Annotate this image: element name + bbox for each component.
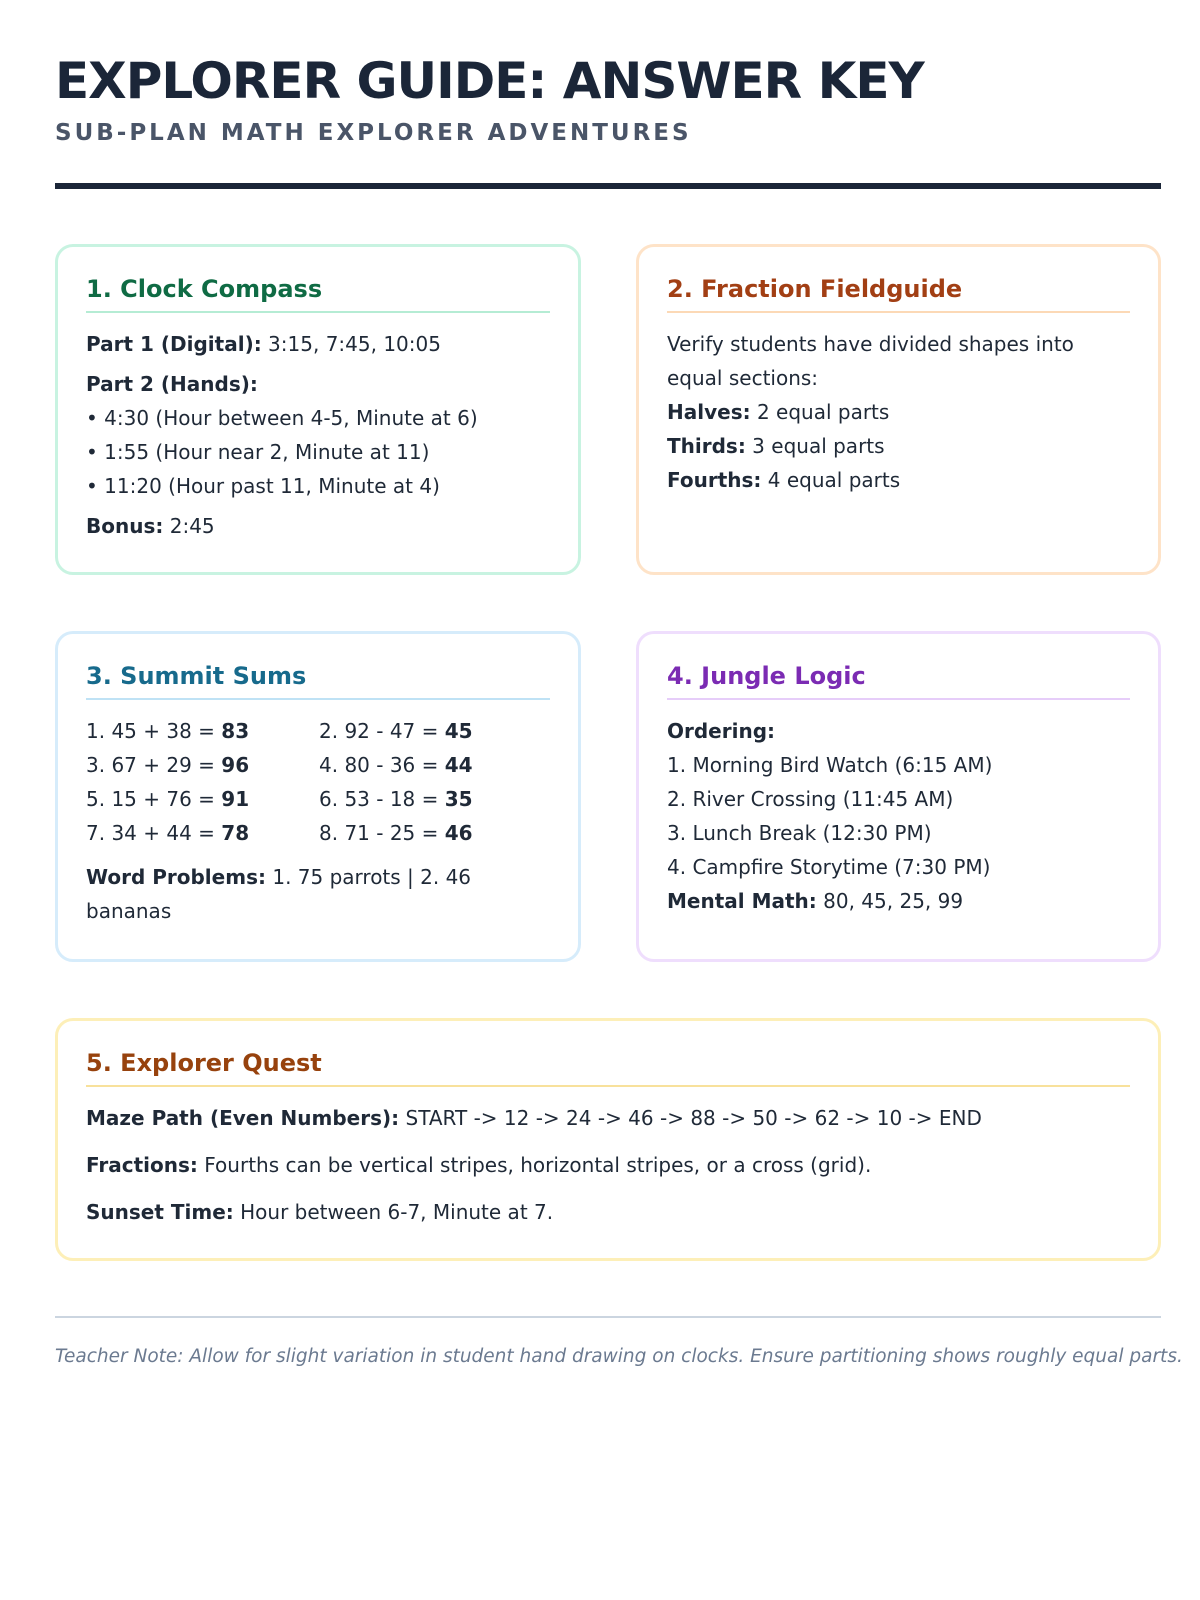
maze-path — [86, 1101, 1130, 1135]
sunset-time-value: Hour between 6-7, Minute at 7. — [233, 1200, 554, 1224]
explorer-quest-heading: 5. Explorer Quest — [86, 1049, 1130, 1087]
ordering-label: Ordering: — [667, 719, 776, 743]
clock-part2-item: • 1:55 (Hour near 2, Minute at 11) — [86, 440, 430, 464]
maze-path-label: Maze Path (Even Numbers): — [86, 1106, 400, 1130]
quest-fractions-label: Fractions: — [86, 1153, 198, 1177]
ordering-item: 4. Campfire Storytime (7:30 PM) — [667, 855, 991, 879]
quest-fractions — [86, 1148, 1130, 1182]
summit-sums-card — [55, 631, 581, 962]
mental-math-value: 80, 45, 25, 99 — [816, 889, 964, 913]
explorer-quest-card — [55, 1018, 1161, 1261]
sum-problem: 1. 45 + 38 = 83 — [86, 719, 250, 743]
jungle-logic-card — [636, 631, 1161, 962]
clock-part1 — [86, 327, 550, 361]
header-divider — [55, 183, 1161, 189]
fraction-item: Halves: 2 equal parts — [667, 400, 890, 424]
sum-problem: 8. 71 - 25 = 46 — [319, 821, 473, 845]
ordering-item: 3. Lunch Break (12:30 PM) — [667, 821, 932, 845]
sum-problem: 2. 92 - 47 = 45 — [319, 719, 473, 743]
clock-part2-label: Part 2 (Hands): — [86, 372, 258, 396]
sum-problem: 7. 34 + 44 = 78 — [86, 821, 250, 845]
page-subtitle: SUB-PLAN MATH EXPLORER ADVENTURES — [55, 120, 692, 146]
ordering-item: 2. River Crossing (11:45 AM) — [667, 787, 954, 811]
page-title: EXPLORER GUIDE: ANSWER KEY — [55, 52, 924, 110]
fraction-item: Fourths: 4 equal parts — [667, 468, 901, 492]
fraction-item: Thirds: 3 equal parts — [667, 434, 885, 458]
fraction-intro: Verify students have divided shapes into equal sections: — [667, 332, 1074, 390]
word-problems — [86, 860, 526, 928]
sum-problem: 6. 53 - 18 = 35 — [319, 787, 473, 811]
maze-path-value: START -> 12 -> 24 -> 46 -> 88 -> 50 -> 62 -> 10 -> END — [399, 1106, 982, 1130]
footer-divider — [55, 1316, 1161, 1318]
clock-compass-heading: 1. Clock Compass — [86, 275, 550, 313]
sunset-time-label: Sunset Time: — [86, 1200, 234, 1224]
clock-part2-item: • 4:30 (Hour between 4-5, Minute at 6) — [86, 406, 478, 430]
word-problems-value: 1. 75 parrots | 2. 46 bananas — [86, 865, 472, 923]
sum-problem: 5. 15 + 76 = 91 — [86, 787, 250, 811]
clock-bonus-value: 2:45 — [163, 514, 215, 538]
clock-part1-label: Part 1 (Digital): — [86, 332, 262, 356]
fraction-fieldguide-card — [636, 244, 1161, 575]
sum-problem: 4. 80 - 36 = 44 — [319, 753, 473, 777]
sums-grid — [86, 714, 550, 850]
mental-math — [667, 884, 1130, 918]
clock-part1-value: 3:15, 7:45, 10:05 — [261, 332, 441, 356]
sum-problem: 3. 67 + 29 = 96 — [86, 753, 250, 777]
clock-compass-card — [55, 244, 581, 575]
mental-math-label: Mental Math: — [667, 889, 817, 913]
clock-bonus — [86, 509, 550, 543]
clock-bonus-label: Bonus: — [86, 514, 164, 538]
clock-part2-item: • 11:20 (Hour past 11, Minute at 4) — [86, 474, 440, 498]
fraction-fieldguide-heading: 2. Fraction Fieldguide — [667, 275, 1130, 313]
quest-fractions-value: Fourths can be vertical stripes, horizontal stripes, or a cross (grid). — [197, 1153, 872, 1177]
summit-sums-heading: 3. Summit Sums — [86, 662, 550, 700]
sunset-time — [86, 1195, 1130, 1229]
word-problems-label: Word Problems: — [86, 865, 266, 889]
jungle-logic-heading: 4. Jungle Logic — [667, 662, 1130, 700]
ordering-item: 1. Morning Bird Watch (6:15 AM) — [667, 753, 993, 777]
teacher-note: Teacher Note: Allow for slight variation in student hand drawing on clocks. Ensure partitioning shows roughly equal parts. — [55, 1346, 1183, 1367]
